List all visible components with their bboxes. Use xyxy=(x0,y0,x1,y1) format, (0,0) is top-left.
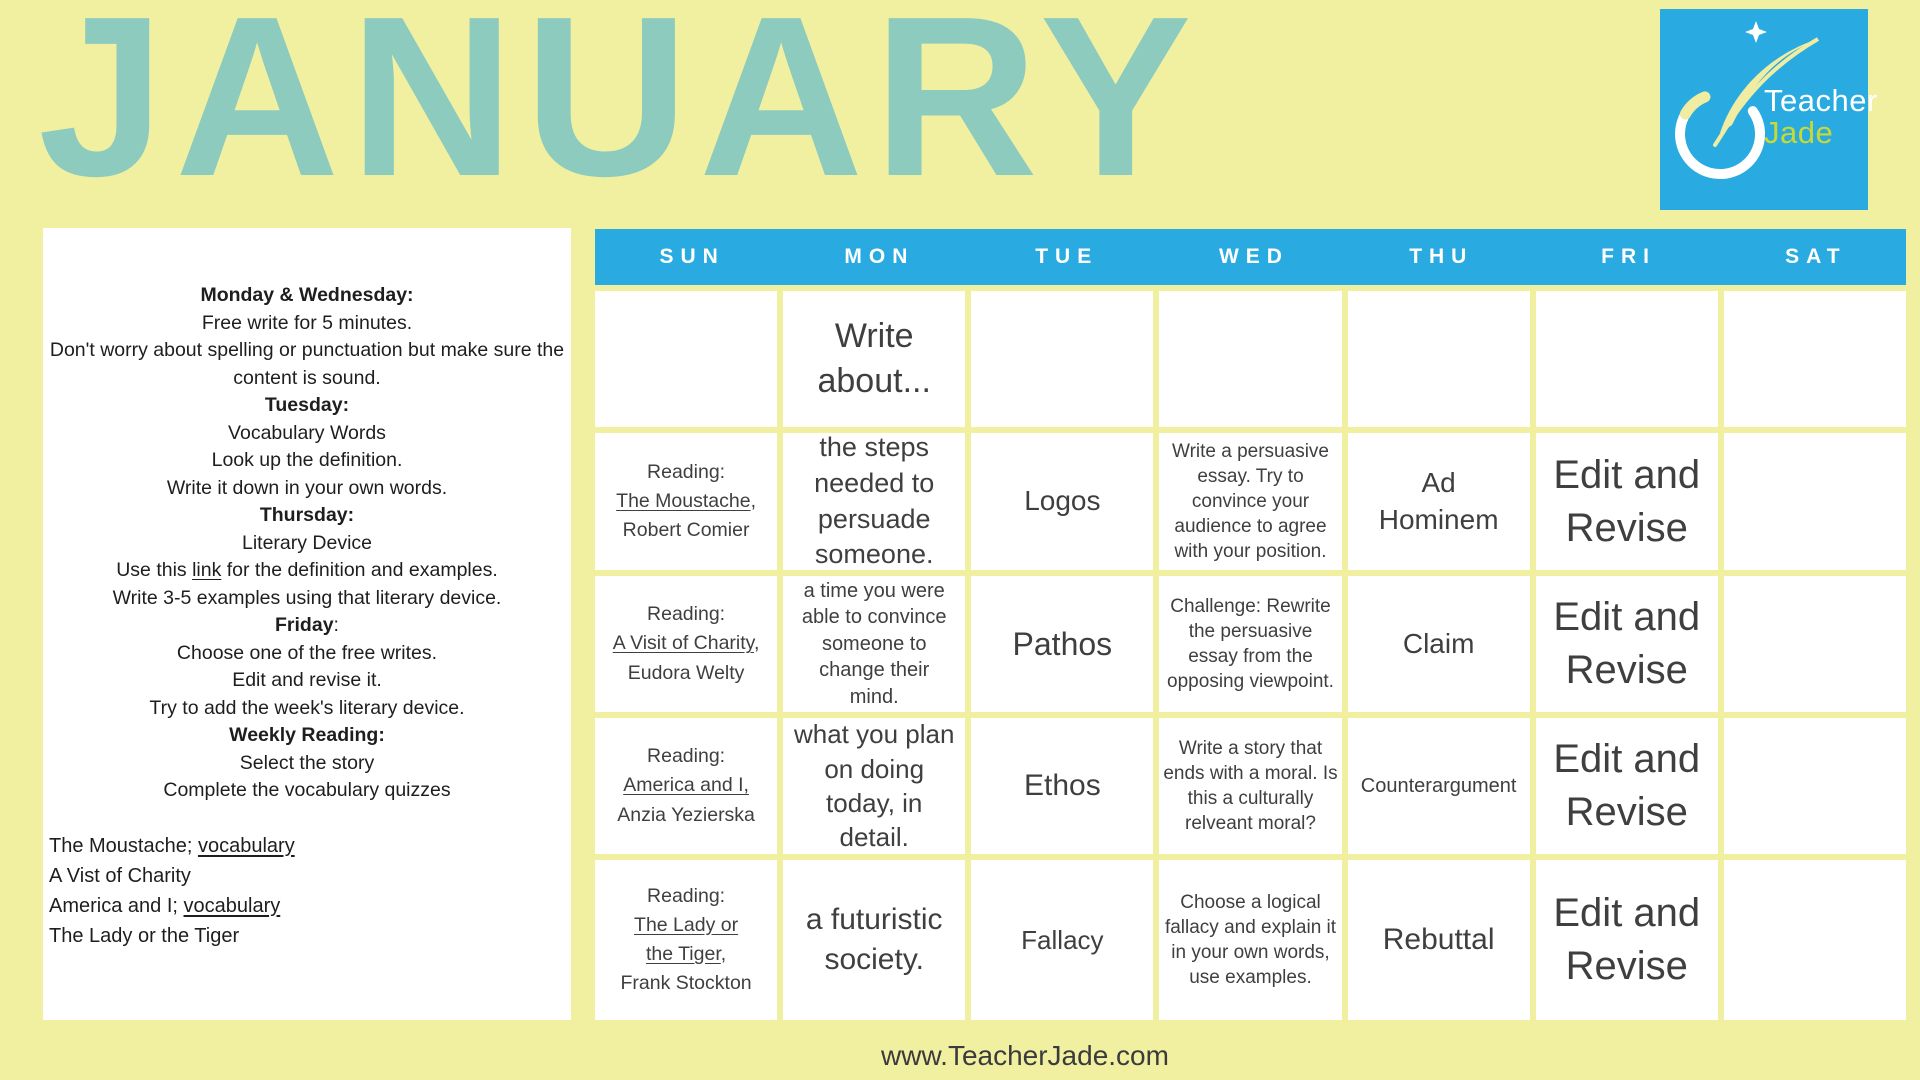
free-write-prompt: what you plan on doing today, in detail. xyxy=(793,719,955,853)
story-author: Anzia Yezierska xyxy=(617,803,755,826)
reading-label: Reading: xyxy=(647,460,726,483)
free-write-prompt: the steps needed to persuade someone. xyxy=(814,433,935,570)
reading-list-item: A Vist of Charity xyxy=(49,864,191,887)
story-suffix: , xyxy=(753,632,760,655)
instructions-panel xyxy=(43,228,571,1020)
book-title: America and I; xyxy=(49,894,184,917)
vocabulary-link[interactable]: vocabulary xyxy=(197,834,295,857)
friday-task: Edit and Revise xyxy=(1553,452,1701,550)
calendar-cell-sat-week3 xyxy=(1724,576,1906,712)
day-header-wed: WED xyxy=(1218,245,1289,268)
calendar-cell-wed-week2 xyxy=(1159,433,1341,570)
definition-link[interactable]: link xyxy=(192,559,222,581)
reading-label: Reading: xyxy=(647,603,726,626)
friday-task: Edit and Revise xyxy=(1553,891,1701,988)
brand-name-bottom: Jade xyxy=(1764,114,1834,150)
weekly-line: Select the story xyxy=(239,751,375,774)
reading-list xyxy=(47,831,567,951)
story-suffix: , xyxy=(750,489,756,512)
calendar-cell-mon-week5 xyxy=(783,860,965,1020)
calendar-day-header xyxy=(595,229,1906,285)
calendar-cell-tue-week3 xyxy=(971,576,1153,712)
day-header-fri: FRI xyxy=(1601,245,1656,268)
monwed-line: Free write for 5 minutes. xyxy=(201,311,413,334)
book-title: The Moustache; xyxy=(49,834,198,857)
calendar-cell-mon-week1 xyxy=(783,291,965,427)
heading-tuesday: Tuesday: xyxy=(264,394,350,416)
literary-device: Counterargument xyxy=(1360,774,1517,797)
story-link[interactable]: America and I, xyxy=(623,774,749,797)
reading-list-item xyxy=(49,891,567,921)
day-header-thu: THU xyxy=(1409,245,1474,268)
reading-label: Reading: xyxy=(647,745,726,768)
tuesday-line: Look up the definition. xyxy=(211,449,403,471)
calendar-cell-fri-week2 xyxy=(1536,433,1718,570)
tuesday-line: Vocabulary Words xyxy=(228,421,386,444)
calendar-cell-sat-week1 xyxy=(1724,291,1906,427)
literary-device: Ad Hominem xyxy=(1378,466,1499,535)
calendar-cell-sun-week3 xyxy=(595,576,777,712)
brand-logo xyxy=(1660,9,1878,210)
story-author: Robert Comier xyxy=(622,519,750,542)
brand-name-top: Teacher xyxy=(1764,83,1878,118)
calendar-cell-wed-week5 xyxy=(1159,860,1341,1020)
calendar-cell-mon-week2 xyxy=(783,433,965,570)
calendar-cell-thu-week1 xyxy=(1348,291,1530,427)
calendar-cell-mon-week4 xyxy=(783,718,965,854)
wednesday-assignment: Choose a logical fallacy and explain it in your own words, use examples. xyxy=(1164,891,1337,989)
story-link[interactable]: The Moustache xyxy=(616,489,751,512)
calendar-cell-thu-week4 xyxy=(1348,718,1530,854)
calendar-cell-sat-week4 xyxy=(1724,718,1906,854)
calendar-cell-fri-week3 xyxy=(1536,576,1718,712)
thursday-line: Literary Device xyxy=(241,531,373,554)
free-write-prompt: a time you were able to convince someone to change their mind. xyxy=(801,580,947,708)
friday-line: Choose one of the free writes. xyxy=(176,641,438,664)
story-link[interactable]: A Visit of Charity xyxy=(612,632,754,655)
free-write-prompt: a futuristic society. xyxy=(805,903,943,976)
vocabulary-word: Logos xyxy=(1024,485,1101,517)
calendar-cell-fri-week1 xyxy=(1536,291,1718,427)
day-header-sat: SAT xyxy=(1785,245,1847,268)
story-link[interactable]: The Lady or the Tiger xyxy=(634,913,739,965)
heading-mon-wed: Monday & Wednesday: xyxy=(200,284,414,306)
calendar-cell-sun-week2 xyxy=(595,433,777,570)
heading-thursday: Thursday: xyxy=(259,504,355,526)
day-header-mon: MON xyxy=(844,245,915,268)
website-url: www.TeacherJade.com xyxy=(881,1040,1169,1071)
calendar-cell-thu-week5 xyxy=(1348,860,1530,1020)
reading-list-item: The Lady or the Tiger xyxy=(49,924,240,947)
literary-device: Claim xyxy=(1402,627,1475,659)
literary-device: Rebuttal xyxy=(1382,923,1495,957)
story-suffix: , xyxy=(720,943,727,965)
friday-line: Edit and revise it. xyxy=(232,669,382,691)
friday-task: Edit and Revise xyxy=(1553,595,1701,692)
calendar-cell-sat-week2 xyxy=(1724,433,1906,570)
write-about-prompt: Write about... xyxy=(817,317,931,400)
day-header-tue: TUE xyxy=(1035,245,1099,268)
heading-friday-colon: : xyxy=(333,614,339,636)
month-title: JANUARY xyxy=(38,0,1202,224)
calendar-cell-tue-week5 xyxy=(971,860,1153,1020)
wednesday-assignment: Write a persuasive essay. Try to convince your audience to agree with your position. xyxy=(1171,440,1329,563)
thursday-line-post: for the definition and examples. xyxy=(221,559,498,581)
calendar-cell-sat-week5 xyxy=(1724,860,1906,1020)
calendar xyxy=(595,229,1906,1020)
friday-task: Edit and Revise xyxy=(1553,737,1701,834)
brand-name xyxy=(1764,85,1878,148)
calendar-cell-thu-week2 xyxy=(1348,433,1530,570)
calendar-cell-tue-week2 xyxy=(971,433,1153,570)
calendar-cell-wed-week3 xyxy=(1159,576,1341,712)
reading-title-line xyxy=(613,629,760,658)
calendar-grid xyxy=(595,291,1906,1020)
calendar-cell-sun-week5 xyxy=(595,860,777,1020)
thursday-line xyxy=(47,557,567,585)
story-author: Frank Stockton xyxy=(620,972,752,995)
calendar-cell-wed-week4 xyxy=(1159,718,1341,854)
wednesday-assignment: Write a story that ends with a moral. Is this a culturally relveant moral? xyxy=(1163,737,1338,835)
reading-list-item xyxy=(49,831,567,861)
reading-label: Reading: xyxy=(647,884,726,907)
tuesday-line: Write it down in your own words. xyxy=(166,476,448,499)
friday-line: Try to add the week's literary device. xyxy=(149,696,465,719)
story-author: Eudora Welty xyxy=(627,661,745,684)
calendar-cell-mon-week3 xyxy=(783,576,965,712)
heading-friday-word: Friday xyxy=(275,614,334,636)
heading-weekly-reading: Weekly Reading: xyxy=(229,724,385,746)
vocabulary-word: Pathos xyxy=(1012,625,1113,662)
calendar-cell-tue-week4 xyxy=(971,718,1153,854)
thursday-line: Write 3-5 examples using that literary device. xyxy=(112,586,502,609)
weekly-line: Complete the vocabulary quizzes xyxy=(163,779,451,801)
calendar-cell-wed-week1 xyxy=(1159,291,1341,427)
reading-title-line xyxy=(630,911,742,970)
calendar-cell-tue-week1 xyxy=(971,291,1153,427)
reading-title-line xyxy=(616,487,756,516)
reading-title-line xyxy=(623,771,749,800)
calendar-cell-fri-week5 xyxy=(1536,860,1718,1020)
day-header-sun: SUN xyxy=(659,245,725,268)
vocabulary-word: Fallacy xyxy=(1021,924,1104,955)
thursday-line-pre: Use this xyxy=(116,559,193,581)
vocabulary-link[interactable]: vocabulary xyxy=(183,894,281,917)
vocabulary-word: Ethos xyxy=(1023,769,1101,803)
heading-friday xyxy=(47,612,567,640)
calendar-cell-fri-week4 xyxy=(1536,718,1718,854)
wednesday-assignment: Challenge: Rewrite the persuasive essay from the opposing viewpoint. xyxy=(1167,595,1334,693)
calendar-cell-sun-week4 xyxy=(595,718,777,854)
monwed-line: Don't worry about spelling or punctuation but make sure the content is sound. xyxy=(49,339,565,389)
calendar-cell-sun-week1 xyxy=(595,291,777,427)
calendar-cell-thu-week3 xyxy=(1348,576,1530,712)
